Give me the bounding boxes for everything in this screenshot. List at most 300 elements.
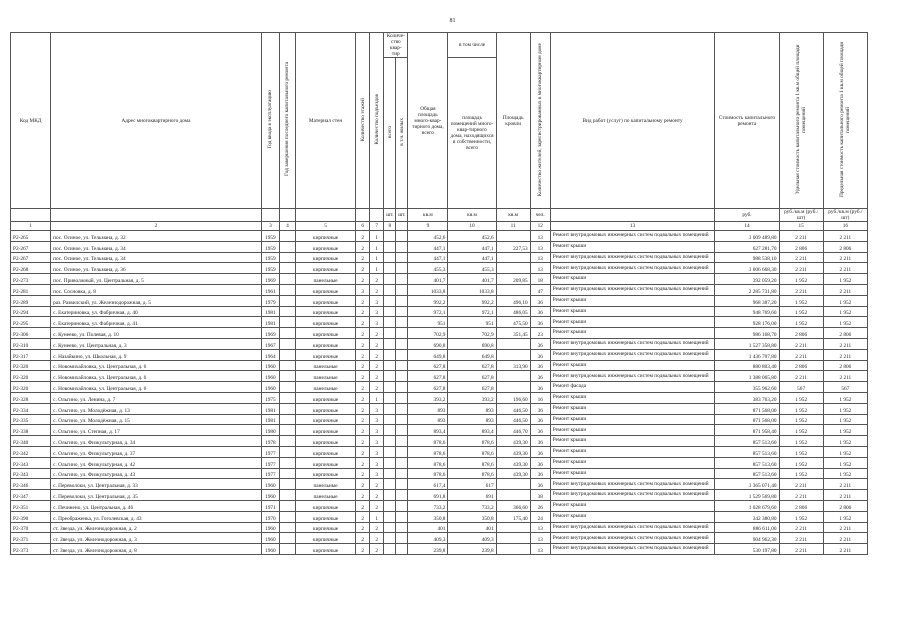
cell-empty	[279, 457, 295, 468]
cell-work: Ремонт внутридомовых инженерных систем подвальных помещений	[550, 263, 715, 274]
cell-total: 239,8	[408, 544, 448, 555]
table-row	[11, 392, 868, 403]
cell-cost: 1 028 679,60	[715, 500, 779, 511]
cell-u: 1 952	[779, 468, 823, 479]
cell-u: 2 211	[779, 338, 823, 349]
cell-empty	[279, 468, 295, 479]
cell-empty	[384, 317, 396, 328]
cell-roof: 446,50	[496, 414, 530, 425]
cell-empty	[396, 392, 408, 403]
cell-empty	[279, 252, 295, 263]
cell-mat: кирпичные	[295, 295, 355, 306]
cell-code: Р2-294	[11, 306, 51, 317]
cell-m: 1 952	[823, 274, 867, 285]
cell-empty	[384, 511, 396, 522]
table-row	[11, 274, 868, 285]
table-row	[11, 263, 868, 274]
cell-mat: кирпичные	[295, 522, 355, 533]
cell-empty	[396, 490, 408, 501]
cell-u: 2 211	[779, 263, 823, 274]
cell-m: 567	[823, 382, 867, 393]
cell-res: 36	[530, 295, 550, 306]
cell-mat: кирпичные	[295, 468, 355, 479]
header-address: Адрес многоквартирного дома	[51, 33, 262, 209]
cell-total: 690,8	[408, 338, 448, 349]
cell-roof	[496, 263, 530, 274]
cell-year: 1967	[261, 338, 279, 349]
cell-roof: 196,60	[496, 392, 530, 403]
register-table	[10, 32, 868, 555]
cell-addr: с. Ольгино, ул. Молодёжная, д. 13	[51, 403, 262, 414]
table-row	[11, 231, 868, 242]
cell-u: 1 952	[779, 403, 823, 414]
cell-fl: 2	[356, 425, 370, 436]
cell-work: Ремонт крыши	[550, 425, 715, 436]
cell-code: Р2-328	[11, 392, 51, 403]
cell-empty	[396, 360, 408, 371]
cell-en: 2	[370, 349, 384, 360]
cell-living: 452,6	[448, 231, 496, 242]
cell-code: Р2-334	[11, 403, 51, 414]
cell-mat: кирпичные	[295, 349, 355, 360]
cell-en: 2	[370, 284, 384, 295]
cell-total: 447,1	[408, 241, 448, 252]
cell-cost: 530 197,80	[715, 544, 779, 555]
cell-en: 2	[370, 371, 384, 382]
cell-empty	[384, 446, 396, 457]
cell-total: 393,2	[408, 392, 448, 403]
cell-addr: с. Ольгино, ул. Степная, д. 17	[51, 425, 262, 436]
cell-work: Ремонт крыши	[550, 317, 715, 328]
cell-fl: 2	[356, 328, 370, 339]
unit-area-total: кв.м	[408, 209, 448, 222]
cell-fl: 2	[356, 544, 370, 555]
cell-living: 992,2	[448, 295, 496, 306]
cell-living: 393,2	[448, 392, 496, 403]
cell-res: 13	[530, 263, 550, 274]
cell-total: 878,6	[408, 457, 448, 468]
cell-roof: 351,45	[496, 328, 530, 339]
cell-addr: с. Кунеево, ул. Полевая, д. 10	[51, 328, 262, 339]
cell-fl: 2	[356, 295, 370, 306]
cell-total: 401	[408, 522, 448, 533]
cell-roof	[496, 284, 530, 295]
cell-mat: кирпичные	[295, 231, 355, 242]
table-row	[11, 479, 868, 490]
cell-m: 1 952	[823, 468, 867, 479]
cell-mat: панельные	[295, 479, 355, 490]
table-row	[11, 490, 868, 501]
header-code: Код МКД	[11, 33, 51, 209]
cell-empty	[396, 436, 408, 447]
cell-fl: 2	[356, 500, 370, 511]
cell-roof: 439,30	[496, 457, 530, 468]
cell-living: 893,4	[448, 425, 496, 436]
header-area-group: в том числе	[448, 33, 496, 58]
cell-u: 2 806	[779, 360, 823, 371]
cell-empty	[396, 371, 408, 382]
cell-addr: пос. Приволжный, ул. Центральная, д. 5	[51, 274, 262, 285]
cell-code: Р2-320	[11, 382, 51, 393]
cell-en: 1	[370, 511, 384, 522]
cell-fl: 2	[356, 533, 370, 544]
cell-year: 1959	[261, 263, 279, 274]
cell-empty	[384, 457, 396, 468]
unit-cost: руб.	[715, 209, 779, 222]
cell-code: Р2-373	[11, 544, 51, 555]
cell-u: 2 211	[779, 349, 823, 360]
cell-roof: 313,90	[496, 360, 530, 371]
cell-mat: кирпичные	[295, 511, 355, 522]
header-work-type: Вид работ (услуг) по капитальному ремонту	[550, 33, 715, 209]
col-number: 14	[715, 222, 779, 231]
cell-m: 2 806	[823, 360, 867, 371]
cell-empty	[279, 403, 295, 414]
col-number: 13	[550, 222, 715, 231]
cell-total: 1033,8	[408, 284, 448, 295]
cell-year: 1959	[261, 241, 279, 252]
table-row	[11, 284, 868, 295]
cell-mat: кирпичные	[295, 544, 355, 555]
cell-empty	[396, 317, 408, 328]
cell-roof	[496, 522, 530, 533]
cell-roof: 486,05	[496, 306, 530, 317]
cell-year: 1959	[261, 252, 279, 263]
cell-living: 893	[448, 414, 496, 425]
cell-en: 3	[370, 414, 384, 425]
cell-total: 455,3	[408, 263, 448, 274]
cell-u: 1 952	[779, 317, 823, 328]
cell-res: 36	[530, 446, 550, 457]
cell-empty	[279, 425, 295, 436]
cell-fl: 2	[356, 338, 370, 349]
cell-empty	[279, 284, 295, 295]
cell-addr: с. Ольгино, ул. Физкультурная, д. 43	[51, 468, 262, 479]
cell-roof: 366,60	[496, 500, 530, 511]
cell-empty	[279, 371, 295, 382]
unit-unit-cost: руб./кв.м (руб./шт)	[779, 209, 823, 222]
cell-cost: 627 281,70	[715, 241, 779, 252]
cell-m: 1 952	[823, 425, 867, 436]
cell-mat: кирпичные	[295, 328, 355, 339]
cell-res: 36	[530, 425, 550, 436]
cell-cost: 2 285 731,80	[715, 284, 779, 295]
unit-residents: чел.	[530, 209, 550, 222]
cell-u: 2 211	[779, 284, 823, 295]
cell-cost: 948 769,60	[715, 306, 779, 317]
cell-living: 447,1	[448, 252, 496, 263]
cell-total: 878,6	[408, 436, 448, 447]
cell-year: 1980	[261, 425, 279, 436]
cell-code: Р2-340	[11, 436, 51, 447]
cell-empty	[384, 306, 396, 317]
cell-res: 36	[530, 360, 550, 371]
cell-year: 1978	[261, 436, 279, 447]
cell-work: Ремонт крыши	[550, 446, 715, 457]
cell-work: Ремонт крыши	[550, 295, 715, 306]
cell-en: 2	[370, 490, 384, 501]
cell-code: Р2-346	[11, 479, 51, 490]
cell-m: 2 211	[823, 284, 867, 295]
cell-u: 2 806	[779, 241, 823, 252]
cell-m: 2 806	[823, 241, 867, 252]
cell-fl: 2	[356, 446, 370, 457]
cell-work: Ремонт крыши	[550, 306, 715, 317]
cell-work: Ремонт крыши	[550, 241, 715, 252]
cell-mat: кирпичные	[295, 533, 355, 544]
cell-work: Ремонт внутридомовых инженерных систем подвальных помещений	[550, 479, 715, 490]
cell-empty	[396, 511, 408, 522]
cell-year: 1977	[261, 446, 279, 457]
cell-empty	[396, 533, 408, 544]
cell-u: 1 952	[779, 274, 823, 285]
header-unit-cost: Удельная стоимость капитального ремонта 1 кв.м общей площади помещений	[795, 44, 808, 195]
cell-m: 1 952	[823, 414, 867, 425]
cell-roof	[496, 479, 530, 490]
cell-empty	[396, 241, 408, 252]
cell-addr: с. Ольгино, ул. Физкультурная, д. 34	[51, 436, 262, 447]
cell-m: 1 952	[823, 392, 867, 403]
cell-empty	[396, 446, 408, 457]
cell-roof	[496, 382, 530, 393]
cell-code: Р2-343	[11, 468, 51, 479]
cell-fl: 2	[356, 274, 370, 285]
cell-mat: кирпичные	[295, 500, 355, 511]
cell-en: 2	[370, 328, 384, 339]
cell-mat: панельные	[295, 490, 355, 501]
table-row	[11, 328, 868, 339]
table-row	[11, 457, 868, 468]
cell-res: 13	[530, 533, 550, 544]
cell-living: 893	[448, 403, 496, 414]
cell-m: 1 952	[823, 403, 867, 414]
cell-code: Р2-338	[11, 425, 51, 436]
cell-u: 1 952	[779, 457, 823, 468]
cell-work: Ремонт крыши	[550, 468, 715, 479]
cell-total: 951	[408, 317, 448, 328]
cell-total: 649,8	[408, 349, 448, 360]
cell-empty	[396, 306, 408, 317]
cell-empty	[396, 349, 408, 360]
cell-empty	[384, 360, 396, 371]
cell-living: 951	[448, 317, 496, 328]
cell-m: 2 211	[823, 252, 867, 263]
cell-empty	[396, 382, 408, 393]
cell-mat: кирпичные	[295, 252, 355, 263]
cell-living: 690,8	[448, 338, 496, 349]
table-row	[11, 317, 868, 328]
col-number: 16	[823, 222, 867, 231]
cell-living: 401	[448, 522, 496, 533]
cell-res: 36	[530, 457, 550, 468]
cell-res: 18	[530, 274, 550, 285]
cell-m: 2 211	[823, 479, 867, 490]
cell-empty	[384, 274, 396, 285]
cell-code: Р2-320	[11, 371, 51, 382]
cell-year: 1960	[261, 544, 279, 555]
header-apartments: Количе-ство квар-тир	[384, 33, 408, 58]
table-row	[11, 522, 868, 533]
header-material: Материал стен	[295, 33, 355, 209]
cell-work: Ремонт внутридомовых инженерных систем подвальных помещений	[550, 522, 715, 533]
cell-empty	[279, 544, 295, 555]
cell-code: Р2-351	[11, 500, 51, 511]
col-number: 7	[370, 222, 384, 231]
cell-res: 24	[530, 511, 550, 522]
cell-u: 2 211	[779, 252, 823, 263]
cell-year: 1964	[261, 349, 279, 360]
cell-mat: панельные	[295, 371, 355, 382]
cell-fl: 2	[356, 403, 370, 414]
cell-m: 2 211	[823, 338, 867, 349]
cell-mat: панельные	[295, 382, 355, 393]
cell-living: 447,1	[448, 241, 496, 252]
cell-code: Р2-306	[11, 328, 51, 339]
cell-roof: 439,30	[496, 436, 530, 447]
cell-code: Р2-343	[11, 457, 51, 468]
cell-cost: 355 962,60	[715, 382, 779, 393]
cell-addr: с. Новомихайловка, ул. Центральная, д. 6	[51, 371, 262, 382]
cell-en: 1	[370, 241, 384, 252]
cell-empty	[384, 241, 396, 252]
cell-en: 2	[370, 360, 384, 371]
cell-total: 691,8	[408, 490, 448, 501]
cell-total: 893,4	[408, 425, 448, 436]
cell-fl: 2	[356, 414, 370, 425]
cell-living: 972,1	[448, 306, 496, 317]
cell-en: 3	[370, 468, 384, 479]
cell-roof: 227,53	[496, 241, 530, 252]
cell-empty	[396, 544, 408, 555]
table-row	[11, 338, 868, 349]
cell-empty	[384, 295, 396, 306]
col-number: 15	[779, 222, 823, 231]
cell-fl: 2	[356, 479, 370, 490]
cell-mat: кирпичные	[295, 414, 355, 425]
cell-empty	[396, 274, 408, 285]
cell-empty	[396, 414, 408, 425]
cell-cost: 1 527 358,80	[715, 338, 779, 349]
cell-total: 617,4	[408, 479, 448, 490]
cell-total: 401,7	[408, 274, 448, 285]
cell-en: 3	[370, 403, 384, 414]
cell-empty	[396, 252, 408, 263]
cell-roof: 446,70	[496, 425, 530, 436]
table-row	[11, 500, 868, 511]
cell-roof	[496, 252, 530, 263]
cell-empty	[279, 533, 295, 544]
cell-roof: 175,40	[496, 511, 530, 522]
cell-living: 691	[448, 490, 496, 501]
cell-empty	[384, 252, 396, 263]
table-row	[11, 544, 868, 555]
cell-addr: с. Назайкино, ул. Школьная, д. 9	[51, 349, 262, 360]
cell-fl: 2	[356, 382, 370, 393]
cell-en: 1	[370, 392, 384, 403]
cell-cost: 1 365 071,40	[715, 479, 779, 490]
cell-empty	[279, 241, 295, 252]
col-number: 4	[279, 222, 295, 231]
cell-mat: кирпичные	[295, 284, 355, 295]
cell-addr: пос. Осиное, ул. Тельмана, д. 34	[51, 252, 262, 263]
cell-m: 2 211	[823, 263, 867, 274]
cell-m: 2 211	[823, 371, 867, 382]
cell-mat: кирпичные	[295, 425, 355, 436]
cell-cost: 928 176,00	[715, 317, 779, 328]
cell-total: 702,9	[408, 328, 448, 339]
cell-work: Ремонт внутридомовых инженерных систем подвальных помещений	[550, 490, 715, 501]
cell-res: 13	[530, 241, 550, 252]
cell-empty	[384, 490, 396, 501]
cell-en: 3	[370, 457, 384, 468]
cell-living: 878,6	[448, 436, 496, 447]
cell-work: Ремонт внутридомовых инженерных систем подвальных помещений	[550, 231, 715, 242]
cell-empty	[384, 544, 396, 555]
cell-empty	[279, 414, 295, 425]
cell-mat: панельные	[295, 360, 355, 371]
cell-empty	[396, 479, 408, 490]
cell-total: 893	[408, 414, 448, 425]
cell-roof: 446,50	[496, 403, 530, 414]
cell-living: 878,6	[448, 468, 496, 479]
cell-fl: 2	[356, 252, 370, 263]
cell-total: 972,1	[408, 306, 448, 317]
cell-year: 1977	[261, 457, 279, 468]
cell-res: 36	[530, 479, 550, 490]
cell-cost: 871 568,00	[715, 403, 779, 414]
cell-en: 2	[370, 500, 384, 511]
cell-code: Р2-320	[11, 360, 51, 371]
cell-total: 452,6	[408, 231, 448, 242]
cell-cost: 1 529 569,80	[715, 490, 779, 501]
cell-code: Р2-310	[11, 338, 51, 349]
cell-empty	[396, 457, 408, 468]
cell-addr: с. Новомихайловка, ул. Центральная, д. 6	[51, 360, 262, 371]
cell-empty	[384, 479, 396, 490]
cell-addr: с. Екатериновка, ул. Фабричная, д. 41	[51, 317, 262, 328]
header-area-total: Общая площадь много-квар-тирного дома, всего	[408, 33, 448, 209]
cell-living: 617	[448, 479, 496, 490]
cell-u: 2 211	[779, 544, 823, 555]
cell-addr: с. Ольгино, ул. Физкультурная, д. 42	[51, 457, 262, 468]
cell-empty	[279, 263, 295, 274]
cell-fl: 2	[356, 306, 370, 317]
table-row	[11, 446, 868, 457]
cell-roof: 439,30	[496, 468, 530, 479]
cell-empty	[279, 382, 295, 393]
cell-roof	[496, 338, 530, 349]
cell-cost: 857 513,60	[715, 468, 779, 479]
cell-res: 36	[530, 349, 550, 360]
table-row	[11, 241, 868, 252]
cell-empty	[384, 468, 396, 479]
cell-living: 627,8	[448, 382, 496, 393]
cell-res: 36	[530, 306, 550, 317]
cell-res: 36	[530, 436, 550, 447]
cell-res: 23	[530, 328, 550, 339]
cell-living: 239,8	[448, 544, 496, 555]
cell-fl: 3	[356, 284, 370, 295]
cell-work: Ремонт крыши	[550, 274, 715, 285]
table-row	[11, 252, 868, 263]
cell-code: Р2-371	[11, 533, 51, 544]
cell-cost: 880 803,40	[715, 360, 779, 371]
cell-res: 36	[530, 371, 550, 382]
cell-empty	[384, 403, 396, 414]
cell-addr: с. Переволоки, ул. Центральная, д. 33	[51, 479, 262, 490]
cell-addr: с. Печинено, ул. Центральная, д. 46	[51, 500, 262, 511]
cell-addr: раз. Развилский, ул. Железнодорожная, д. 5	[51, 295, 262, 306]
